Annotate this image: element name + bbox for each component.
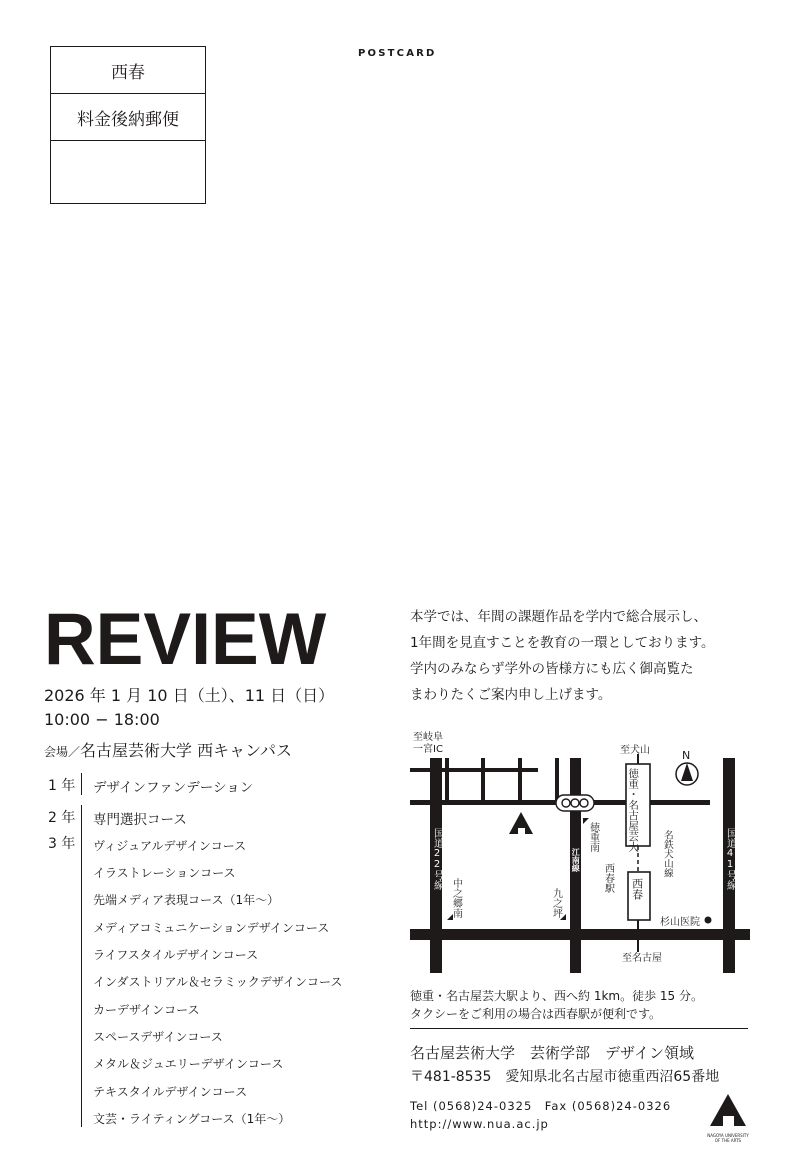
organization-name: 名古屋芸術大学 芸術学部 デザイン領域 [410,1044,694,1062]
list-item: スペースデザインコース [93,1030,223,1044]
access-map [405,730,755,975]
map-to-gifu [413,732,443,756]
year1-label: 1 年 [48,778,76,794]
nishiharu-station-label: 西春駅 [602,863,614,893]
list-item: メタル＆ジュエリーデザインコース [93,1057,284,1071]
venue-label: 会場／ [44,745,81,759]
university-logo [704,1092,752,1143]
intro-line: 本学では、年間の課題作品を学内で総合展示し、 [410,609,707,625]
event-venue [44,738,292,761]
postage-stamp-box [50,46,206,204]
konan-line-label: 江南線 [571,848,581,872]
tel-fax: Tel (0568)24-0325 Fax (0568)24-0326 [410,1099,672,1113]
divider [81,773,82,795]
access-line: タクシーをご利用の場合は西春駅が便利です。 [410,1007,662,1021]
intro-paragraph [410,604,760,708]
nishiharu-box-label: 西春 [630,878,644,900]
year3-label: 3 年 [48,836,76,852]
list-item: メディアコミュニケーションデザインコース [93,921,330,935]
event-time: 10:00 − 18:00 [44,710,160,729]
list-item: 文芸・ライティングコース（1年〜） [93,1112,291,1126]
intro-line: 1年間を見直すことを教育の一環としております。 [410,635,715,651]
north-label: N [682,749,691,762]
stamp-location: 西春 [51,47,205,94]
route41-label: 国道41号線 [724,828,736,890]
list-item: ライフスタイルデザインコース [93,948,259,962]
nakanogo-minami-label: 中之郷南 [450,878,462,918]
intro-line: まわりたくご案内申し上げます。 [410,687,612,703]
access-info [410,987,703,1023]
kunotsubo-label: 九之坪 [550,888,562,918]
route22-label: 国道22号線 [431,828,443,890]
map-label: 至岐阜 [413,732,443,743]
venue-name: 名古屋芸術大学 西キャンパス [80,741,292,760]
meitetsu-line-label: 名鉄犬山線 [661,830,673,878]
map-label: 一宮IC [413,744,443,755]
map-to-inuyama: 至犬山 [620,745,650,756]
map-to-nagoya: 至名古屋 [622,953,662,964]
tokushige-minami-label: 徳重南 [587,822,599,852]
list-item: ヴィジュアルデザインコース [93,839,247,853]
list-item: テキスタイルデザインコース [93,1085,248,1099]
list-item: カーデザインコース [93,1003,200,1017]
station-box-label: 徳重・名古屋芸大 [627,768,640,852]
page-title: REVIEW [44,599,327,680]
access-line: 徳重・名古屋芸大駅より、西へ約 1km。徒歩 15 分。 [410,989,703,1003]
year2-label: 2 年 [48,810,76,826]
university-logo-icon [704,1092,752,1128]
list-item: イラストレーションコース [93,866,236,880]
year1-course: デザインファンデーション [93,780,254,796]
divider [410,1028,748,1029]
address: 〒481-8535 愛知県北名古屋市徳重西沼65番地 [410,1069,720,1085]
contact-info [410,1097,671,1133]
postcard-label: POSTCARD [358,48,437,59]
logo-caption: NAGOYA UNIVERSITY OF THE ARTS [707,1133,749,1143]
event-date: 2026 年 1 月 10 日（土）、11 日（日） [44,686,335,705]
website-link[interactable]: http://www.nua.ac.jp [410,1117,549,1131]
divider [81,805,82,1127]
list-item: 先端メディア表現コース（1年〜） [93,893,280,907]
list-item: インダストリアル＆セラミックデザインコース [93,975,343,989]
specialized-course-heading: 専門選択コース [93,812,187,828]
hospital-label: 杉山医院 [660,917,700,928]
intro-line: 学内のみならず学外の皆様方にも広く御高覧た [410,661,694,677]
stamp-postage-type: 料金後納郵便 [51,94,205,141]
